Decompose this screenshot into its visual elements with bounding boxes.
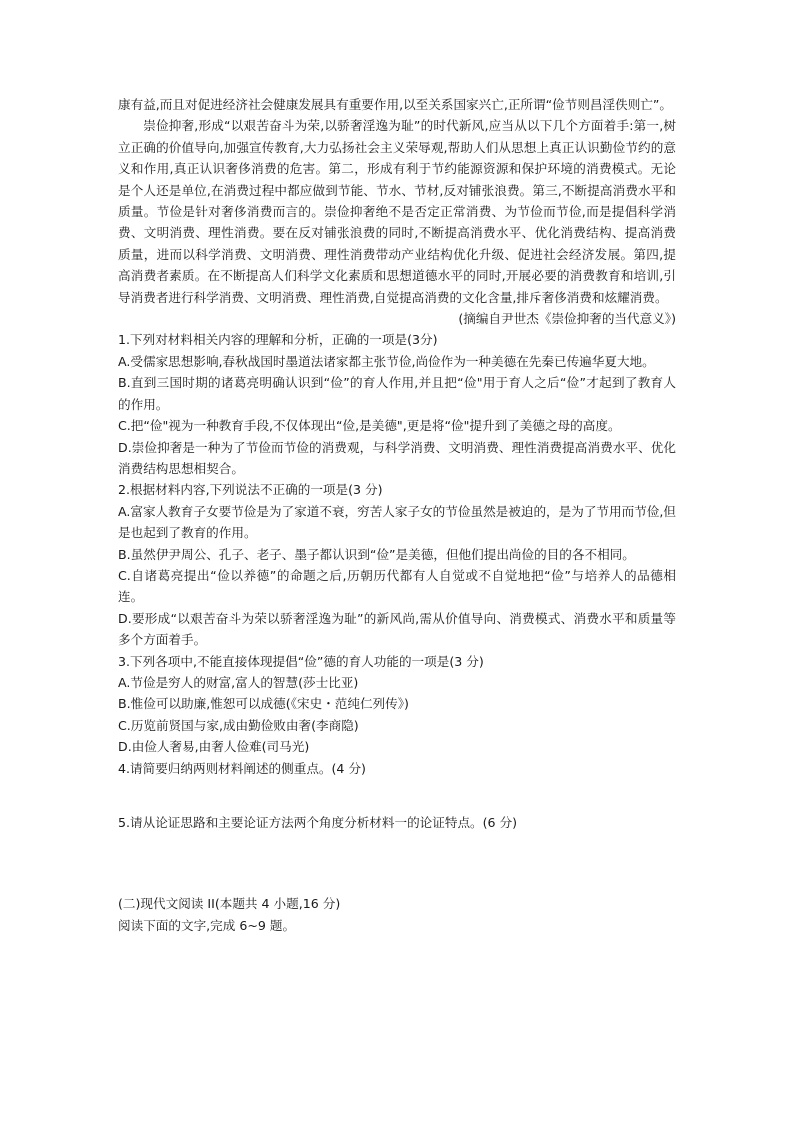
passage-source: (摘编自尹世杰《崇俭抑奢的当代意义》) — [458, 311, 676, 327]
passage-paragraph: 崇俭抑奢,形成“以艰苦奋斗为荣,以骄奢淫逸为耻”的时代新风,应当从以下几个方面着手:第一,树立正确的价值导向,加强宣传教育,大力弘扬社会主义荣辱观,帮助人们从思想上真正认识勤俭节约的意义和作用,真正认识奢侈消费的危害。第二，形成有利于节约能源资源和保护环境的消费模式。无论是个人还是单位,在消费过程中都应做到节能、节水、节材,反对铺张浪费。第三,不断提高消费水平和质量。节俭是针对奢侈消费而言的。崇俭抑奢绝不是否定正常消费、为节俭而节俭,而是提倡科学消费、文明消费、理性消费。要在反对铺张浪费的同时,不断提高消费水平、优化消费结构、提高消费质量，进而以科学消费、文明消费、理性消费带动产业结构优化升级、促进社会经济发展。第四,提高消费者素质。在不断提高人们科学文化素质和思想道德水平的同时,开展必要的消费教育和培训,引导消费者进行科学消费、文明消费、理性消费,自觉提高消费的文化含量,排斥奢侈消费和炫耀消费。 — [118, 118, 676, 305]
section-heading: (二)现代文阅读 II(本题共 4 小题,16 分) — [118, 896, 341, 912]
question-1-option-c: C.把“俭"视为一种教育手段,不仅体现出“俭,是美德",更是将“俭"提升到了美德之母的高度。 — [118, 418, 621, 434]
exam-page — [118, 94, 676, 936]
question-2-option-a: A.富家人教育子女要节俭是为了家道不衰，穷苦人家子女的节俭虽然是被迫的，是为了节用而节俭,但是也起到了教育的作用。 — [118, 503, 676, 541]
question-1-stem: 1.下列对材料相关内容的理解和分析，正确的一项是(3分) — [118, 332, 438, 348]
question-2-option-d: D.要形成“以艰苦奋斗为荣以骄奢淫逸为耻”的新风尚,需从价值导向、消费模式、消费水平和质量等多个方面着手。 — [118, 610, 676, 648]
question-2-option-c: C.自诸葛亮提出“俭以养德”的命题之后,历朝历代都有人自觉或不自觉地把“俭”与培养人的品德相连。 — [118, 567, 676, 605]
question-3-option-b: B.惟俭可以助廉,惟恕可以成德(《宋史・范纯仁列传》) — [118, 696, 409, 712]
question-1-option-b: B.直到三国时期的诸葛亮明确认识到“俭”的育人作用,并且把“俭"用于育人之后“俭”才起到了教育人的作用。 — [118, 375, 676, 412]
question-4-stem: 4.请简要归纳两则材料阐述的侧重点。(4 分) — [118, 760, 366, 776]
question-3-stem: 3.下列各项中,不能直接体现提倡“俭”德的育人功能的一项是(3 分) — [118, 653, 484, 669]
question-3-option-d: D.由俭人奢易,由奢人俭难(司马光) — [118, 739, 310, 755]
question-3-option-c: C.历览前贤国与家,成由勤俭败由奢(李商隐) — [118, 717, 359, 733]
passage-paragraph: 康有益,而且对促进经济社会健康发展具有重要作用,以至关系国家兴亡,正所谓“俭节则昌淫佚则亡”。 — [118, 97, 672, 112]
question-1-option-d: D.崇俭抑奢是一种为了节俭而节俭的消费观，与科学消费、文明消费、理性消费提高消费水平、优化消费结构思想相契合。 — [118, 439, 676, 476]
question-5-stem: 5.请从论证思路和主要论证方法两个角度分析材料一的论证特点。(6 分) — [118, 815, 518, 830]
answer-space — [118, 833, 676, 893]
question-2-stem: 2.根据材料内容,下列说法不正确的一项是(3 分) — [118, 482, 383, 498]
question-2-option-b: B.虽然伊尹周公、孔子、老子、墨子都认识到“俭”是美德，但他们提出尚俭的目的各不相同。 — [118, 546, 635, 562]
question-1-option-a: A.受儒家思想影响,春秋战国时墨道法诸家都主张节俭,尚俭作为一种美德在先秦已传遍华夏大地。 — [118, 353, 655, 369]
answer-space — [118, 779, 676, 812]
question-3-option-a: A.节俭是穷人的财富,富人的智慧(莎士比亚) — [118, 674, 359, 690]
section-instruction: 阅读下面的文字,完成 6~9 题。 — [118, 917, 296, 933]
